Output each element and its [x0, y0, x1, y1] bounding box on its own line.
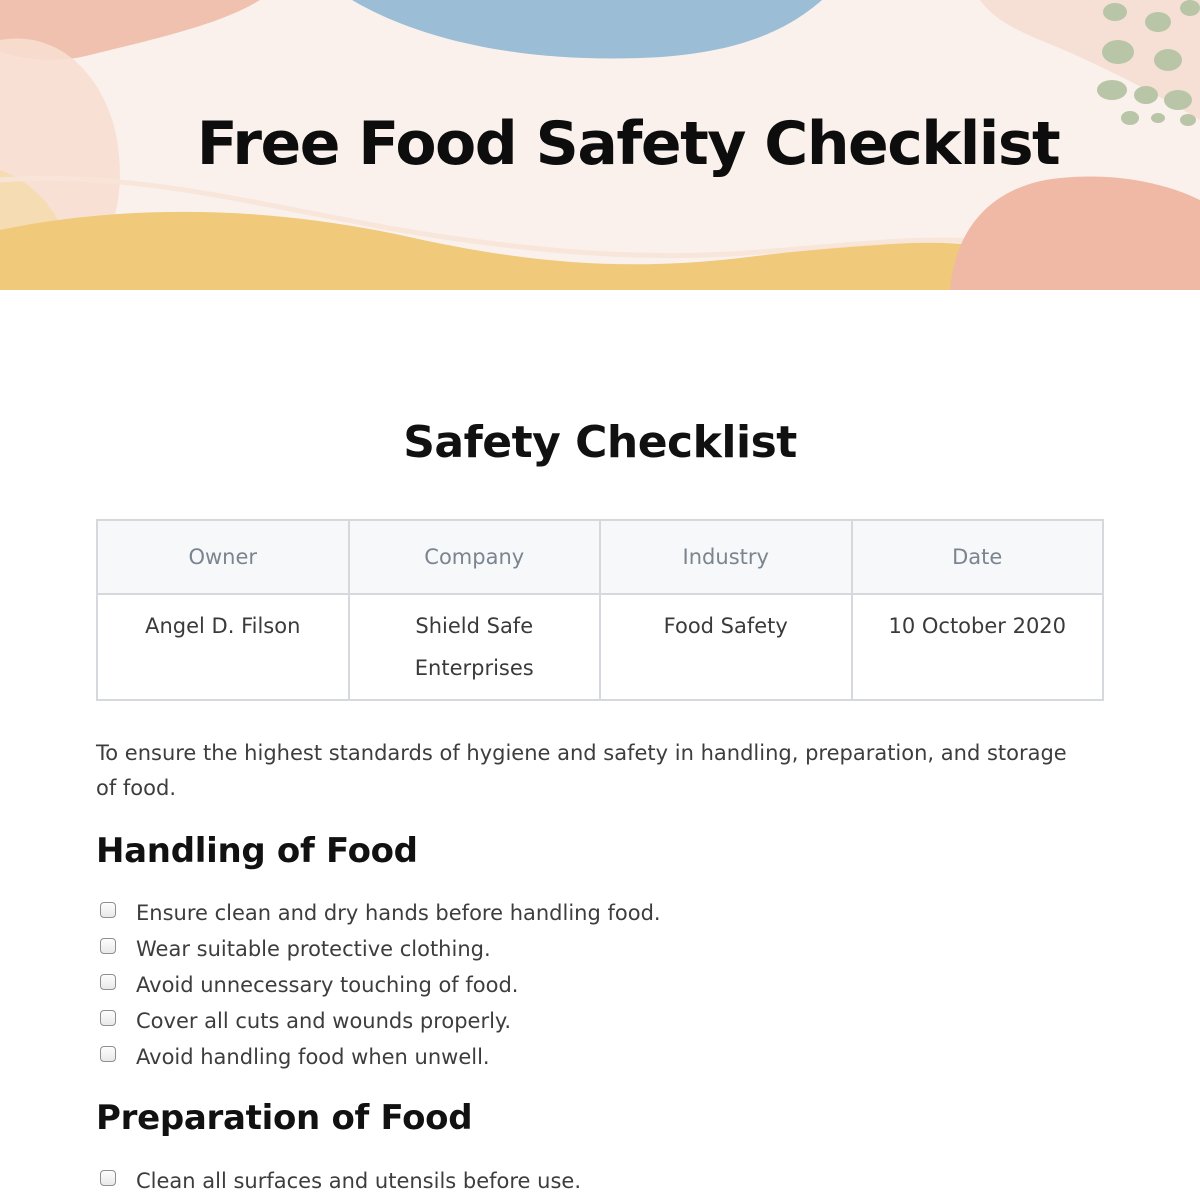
industry-value: Food Safety	[663, 614, 788, 638]
handling-checklist	[100, 895, 661, 1075]
owner-value: Angel D. Filson	[145, 614, 301, 638]
checklist-item-label: Avoid handling food when unwell.	[136, 1045, 490, 1069]
company-value-line-1: Shield Safe	[415, 614, 534, 638]
table-row	[97, 594, 1103, 700]
checkbox[interactable]	[100, 902, 116, 918]
checklist-item	[100, 931, 661, 967]
checklist-item	[100, 1039, 661, 1075]
info-table	[96, 519, 1104, 701]
preparation-heading: Preparation of Food	[96, 1098, 473, 1138]
header-owner: Owner	[97, 520, 349, 594]
handling-heading: Handling of Food	[96, 831, 418, 871]
date-value: 10 October 2020	[888, 614, 1067, 638]
checkbox[interactable]	[100, 938, 116, 954]
checklist-item-label: Clean all surfaces and utensils before use.	[136, 1169, 581, 1193]
checklist-item-label: Avoid unnecessary touching of food.	[136, 973, 519, 997]
preparation-checklist	[100, 1163, 581, 1199]
checkbox[interactable]	[100, 1046, 116, 1062]
intro-paragraph: To ensure the highest standards of hygiene and safety in handling, preparation, and storage of food.	[96, 741, 1067, 800]
header-industry: Industry	[600, 520, 852, 594]
header-company: Company	[349, 520, 601, 594]
checklist-item	[100, 967, 661, 1003]
table-header-row	[97, 520, 1103, 594]
checklist-item	[100, 1003, 661, 1039]
cell-company	[349, 594, 601, 700]
cell-date	[852, 594, 1104, 700]
checklist-item-label: Wear suitable protective clothing.	[136, 937, 491, 961]
header-banner	[0, 0, 1200, 290]
cell-industry	[600, 594, 852, 700]
checklist-item	[100, 1163, 581, 1199]
checklist-item-label: Ensure clean and dry hands before handling food.	[136, 901, 661, 925]
checklist-item-label: Cover all cuts and wounds properly.	[136, 1009, 512, 1033]
section-title: Safety Checklist	[403, 417, 797, 468]
cell-owner	[97, 594, 349, 700]
document-title: Free Food Safety Checklist	[196, 109, 1060, 179]
checkbox[interactable]	[100, 1170, 116, 1186]
header-date: Date	[852, 520, 1104, 594]
checklist-item	[100, 895, 661, 931]
company-value-line-2: Enterprises	[414, 656, 534, 680]
checkbox[interactable]	[100, 974, 116, 990]
checkbox[interactable]	[100, 1010, 116, 1026]
